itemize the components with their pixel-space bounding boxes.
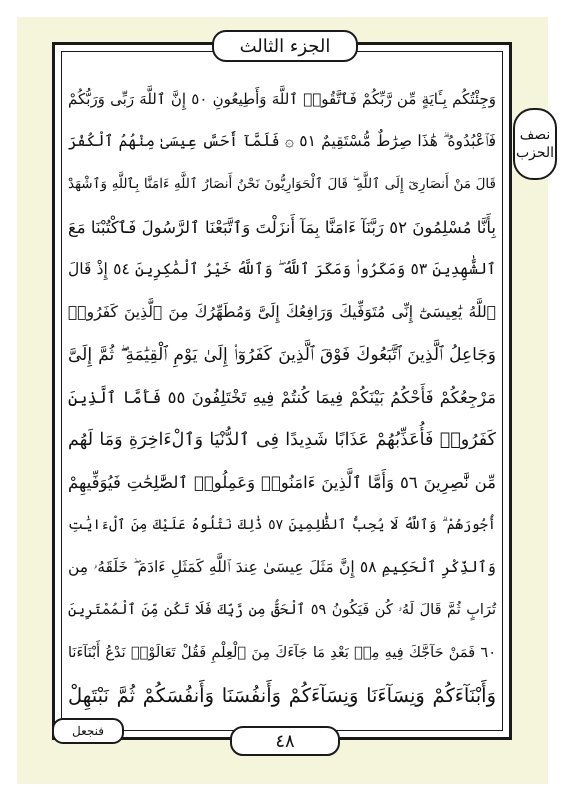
quran-text-block [68,78,496,718]
text-line: وَجِئْتُكُم بِـَٔايَةٍ مِّن رَّبِّكُمْ فَٱتَّقُوا۟ ٱللَّهَ وَأَطِيعُونِ ٥٠ إِنَّ ٱللَّهَ رَبِّى وَرَبُّكُمْ [68,90,496,109]
text-line: ٱللَّهُ يَٰعِيسَىٰٓ إِنِّى مُتَوَفِّيكَ وَرَافِعُكَ إِلَىَّ وَمُطَهِّرُكَ مِنَ ٱلَّذِينَ كَفَرُوا۟ [68,303,496,322]
text-line: كَفَرُوا۟ فَأُعَذِّبُهُمْ عَذَابًا شَدِيدًا فِى ٱلدُّنْيَا وَٱلْءَاخِرَةِ وَمَا لَهُم [68,430,496,451]
text-line: فَٱعْبُدُوهُ ۗ هَٰذَا صِرَٰطٌ مُّسْتَقِيمٌ ٥١ ۞ فَلَمَّآ أَحَسَّ عِيسَىٰ مِنْهُمُ ٱلْكُفْرَ [68,132,497,151]
hizb-marker: نصف الحزب [513,108,557,180]
text-line: مَرْجِعُكُمْ فَأَحْكُمُ بَيْنَكُمْ فِيمَا كُنتُمْ فِيهِ تَخْتَلِفُونَ ٥٥ فَأَمَّا ٱلَّذِينَ [68,387,496,407]
text-line: أُجُورَهُمْ ۗ وَٱللَّهُ لَا يُحِبُّ ٱلظَّٰلِمِينَ ٥٧ ذَٰلِكَ نَتْلُوهُ عَلَيْكَ مِنَ ٱلْءَايَٰتِ [68,517,496,534]
text-line: بِأَنَّا مُسْلِمُونَ ٥٢ رَبَّنَآ ءَامَنَّا بِمَآ أَنزَلْتَ وَٱتَّبَعْنَا ٱلرَّسُولَ فَٱكْتُبْنَا مَعَ [68,217,496,237]
text-line: وَأَبْنَآءَكُمْ وَنِسَآءَنَا وَنِسَآءَكُمْ وَأَنفُسَنَا وَأَنفُسَكُمْ ثُمَّ نَبْتَهِلْ [68,684,496,708]
text-line: قَالَ مَنْ أَنصَارِىٓ إِلَى ٱللَّهِ ۖ قَالَ ٱلْحَوَارِيُّونَ نَحْنُ أَنصَارُ ٱللَّهِ ءَامَنَّا بِٱللَّهِ وَٱشْهَدْ [68,176,496,193]
juz-title: الجزء الثالث [212,30,358,62]
text-line: ٱلشَّٰهِدِينَ ٥٣ وَمَكَرُوا۟ وَمَكَرَ ٱللَّهُ ۖ وَٱللَّهُ خَيْرُ ٱلْمَٰكِرِينَ ٥٤ إِذْ قَالَ [68,260,496,279]
text-line: تُرَابٍ ثُمَّ قَالَ لَهُۥ كُن فَيَكُونُ ٥٩ ٱلْحَقُّ مِن رَّبِّكَ فَلَا تَكُن مِّنَ ٱلْمُمْتَرِينَ [68,602,496,619]
page-number: ٤٨ [230,726,340,756]
text-line: ٦٠ فَمَنْ حَآجَّكَ فِيهِ مِنۢ بَعْدِ مَا جَآءَكَ مِنَ ٱلْعِلْمِ فَقُلْ تَعَالَوْا۟ نَدْعُ أَبْنَآءَنَا [68,645,496,662]
catchword: فنجعل [52,718,124,744]
text-line: وَٱلذِّكْرِ ٱلْحَكِيمِ ٥٨ إِنَّ مَثَلَ عِيسَىٰ عِندَ ٱللَّهِ كَمَثَلِ ءَادَمَ ۖ خَلَقَهُۥ مِن [68,558,497,577]
text-line: وَجَاعِلُ ٱلَّذِينَ ٱتَّبَعُوكَ فَوْقَ ٱلَّذِينَ كَفَرُوٓا۟ إِلَىٰ يَوْمِ ٱلْقِيَٰمَةِ ۖ ثُمَّ إِلَىَّ [68,344,496,365]
text-line: مِّن نَّٰصِرِينَ ٥٦ وَأَمَّا ٱلَّذِينَ ءَامَنُوا۟ وَعَمِلُوا۟ ٱلصَّٰلِحَٰتِ فَيُوَفِّيهِمْ [68,473,497,493]
